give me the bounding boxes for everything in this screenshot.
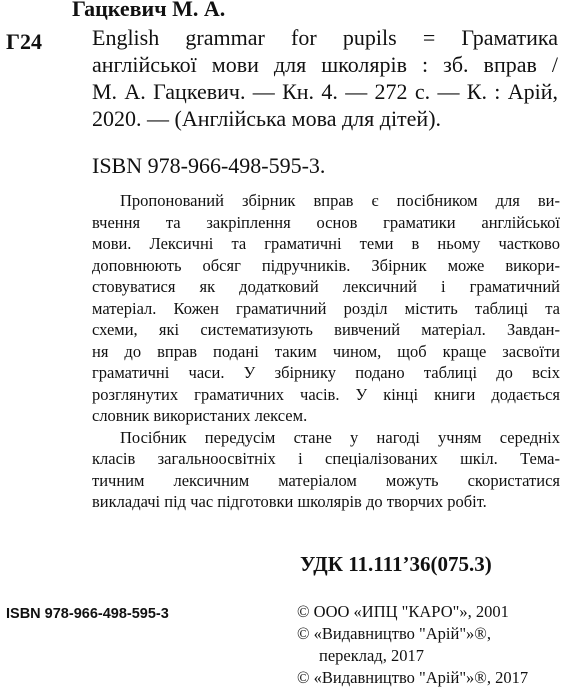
copyright-line: © ООО «ИПЦ "КАРО"», 2001 [297, 602, 509, 621]
annotation-line: мови. Лексичні та граматичні теми в ньому частково [92, 234, 560, 253]
biblio-line: англійської мови для школярів : зб. вправ / [92, 52, 558, 77]
copyright-block [297, 601, 528, 689]
annotation-line: матеріал. Кожен граматичний розділ містить таблиці та [92, 298, 560, 318]
copyright-line: © «Видавництво "Арій"»®, [297, 624, 491, 643]
annotation [92, 190, 560, 513]
isbn-footer: ISBN 978-966-498-595-3 [6, 606, 169, 622]
book-author: Гацкевич М. А. [72, 0, 226, 21]
annotation-line: схеми, які систематизують вивчений матеріал. Завдан- [92, 320, 560, 339]
biblio-line: 2020. — (Англійська мова для дітей). [92, 106, 442, 131]
annotation-line: класів загальноосвітніх і спеціалізованих шкіл. Тема- [92, 449, 560, 468]
annotation-line: вчення та закріплення основ граматики англійської [92, 212, 560, 232]
bibliographic-description [92, 24, 558, 132]
annotation-line: граматичні часи. У збірнику подано таблиці до всіх [92, 363, 560, 382]
annotation-line: Посібник передусім стане у нагоді учням середніх [120, 427, 560, 447]
udk-code: УДК 11.111’36(075.3) [300, 552, 492, 576]
annotation-line: тичним лексичним матеріалом можуть скористатися [92, 470, 560, 490]
annotation-line: викладачі під час підготовки школярів до творчих робіт. [92, 492, 487, 511]
isbn-main: ISBN 978-966-498-595-3. [92, 153, 326, 178]
annotation-line: словник використаних лексем. [92, 406, 308, 425]
copyright-line: © «Видавництво "Арій"»®, 2017 [297, 668, 529, 687]
biblio-line: English grammar for pupils = Граматика [92, 25, 558, 50]
copyright-line: переклад, 2017 [319, 646, 424, 665]
annotation-line: Пропонований збірник вправ є посібником для ви- [120, 191, 560, 210]
annotation-line: стовуватися як додатковий лексичний і граматичний [92, 277, 560, 296]
annotation-line: ня до вправ подані таким чином, щоб краще засвоїти [92, 341, 560, 361]
classification-code: Г24 [6, 29, 42, 54]
annotation-line: доповнюють обсяг підручників. Збірник може викори- [92, 255, 560, 275]
biblio-line: М. А. Гацкевич. — Кн. 4. — 272 с. — К. : Арій, [92, 79, 558, 104]
annotation-line: розглянутих граматичних часів. У кінці книги додається [92, 384, 560, 404]
